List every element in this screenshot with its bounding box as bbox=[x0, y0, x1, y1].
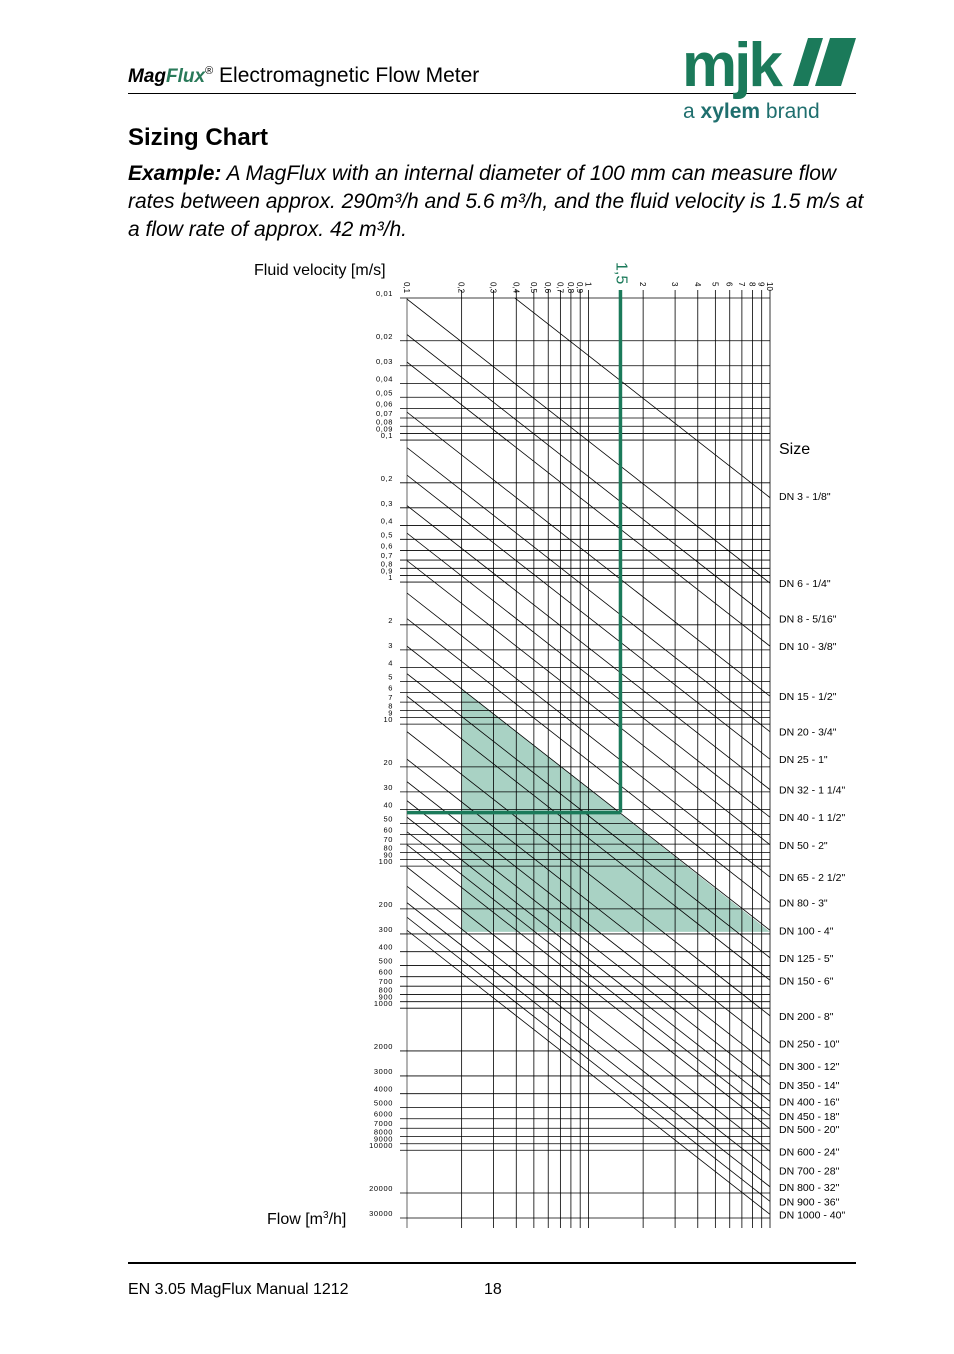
size-label: DN 900 - 36" bbox=[779, 1196, 840, 1209]
velocity-tick-label: 10 bbox=[765, 282, 774, 291]
flow-tick-label: 6 bbox=[388, 683, 393, 693]
header-title: Electromagnetic Flow Meter bbox=[219, 64, 480, 87]
flow-tick-label: 0,01 bbox=[376, 289, 393, 298]
footer-doc: EN 3.05 MagFlux Manual 1212 bbox=[128, 1281, 349, 1298]
velocity-tick-label: 2 bbox=[638, 282, 648, 287]
flow-tick-label: 600 bbox=[378, 967, 393, 977]
size-label: DN 125 - 5" bbox=[779, 952, 834, 965]
page-title: Sizing Chart bbox=[128, 124, 269, 151]
y-axis-title: Flow $[m^3/h]$ bbox=[267, 1210, 347, 1228]
brand-flux: Flux bbox=[166, 66, 206, 87]
flow-tick-label: 0,07 bbox=[376, 409, 393, 419]
size-label: DN 20 - 3/4" bbox=[779, 726, 837, 739]
flow-tick-label: 0,6 bbox=[380, 541, 393, 551]
flow-tick-label: 0,05 bbox=[376, 388, 393, 398]
size-label: DN 3 - 1/8" bbox=[779, 491, 831, 503]
size-label: DN 200 - 8" bbox=[779, 1010, 834, 1023]
example-lead: Example: bbox=[128, 162, 222, 185]
flow-tick-label: 100 bbox=[378, 857, 393, 867]
logo-tag-xylem: xylem bbox=[700, 100, 761, 123]
size-label: DN 450 - 18" bbox=[779, 1110, 840, 1123]
flow-tick-label: 6000 bbox=[373, 1109, 393, 1119]
velocity-tick-label: 9 bbox=[756, 282, 766, 287]
size-label: DN 80 - 3" bbox=[779, 897, 828, 910]
flow-tick-label: 2000 bbox=[373, 1041, 393, 1051]
size-label: DN 65 - 2 1/2" bbox=[779, 872, 846, 885]
velocity-tick-label: 7 bbox=[736, 282, 746, 287]
flow-tick-label: 0,2 bbox=[380, 473, 393, 483]
flow-tick-label: 8000 bbox=[373, 1127, 393, 1137]
flow-tick-label: 50 bbox=[383, 814, 393, 824]
flow-tick-label: 3000 bbox=[373, 1066, 393, 1076]
velocity-tick-label: 0,2 bbox=[456, 282, 466, 294]
flow-tick-label: 30 bbox=[383, 782, 393, 792]
size-label: DN 700 - 28" bbox=[779, 1165, 840, 1178]
size-label: DN 800 - 32" bbox=[779, 1181, 840, 1194]
footer-rule bbox=[128, 1262, 856, 1264]
example-text: A MagFlux with an internal diameter of 100 mm can measure flow rates between approx. 290m³/h and 5.6 m³/h, and the fluid velocity is 1.5 m/s at a flow rate of approx. 42 m³/h. bbox=[128, 162, 864, 241]
x-axis-title: Fluid velocity [m/s] bbox=[254, 262, 386, 279]
flow-tick-label: 0,02 bbox=[376, 331, 393, 341]
velocity-tick-label: 0,9 bbox=[575, 282, 585, 294]
flow-tick-label: 3 bbox=[388, 640, 393, 650]
velocity-tick-label: 6 bbox=[724, 282, 734, 287]
velocity-tick-label: 0,7 bbox=[555, 282, 565, 294]
flow-tick-label: 200 bbox=[378, 899, 393, 909]
flow-tick-label: 20 bbox=[383, 757, 393, 767]
size-label: DN 40 - 1 1/2" bbox=[779, 812, 846, 825]
flow-tick-label: 400 bbox=[378, 942, 393, 952]
size-label: DN 25 - 1" bbox=[779, 754, 828, 767]
flow-tick-label: 0,06 bbox=[376, 399, 393, 409]
size-label: DN 400 - 16" bbox=[779, 1096, 840, 1109]
flow-tick-label: 4000 bbox=[373, 1084, 393, 1094]
flow-tick-label: 0,5 bbox=[380, 530, 393, 540]
size-axis-title: Size bbox=[779, 441, 811, 458]
flow-tick-label: 30000 bbox=[369, 1209, 393, 1218]
velocity-tick-label: 0,3 bbox=[488, 282, 498, 294]
flow-tick-label: 500 bbox=[378, 956, 393, 966]
velocity-tick-label: 0,5 bbox=[528, 282, 538, 294]
flow-tick-label: 60 bbox=[383, 825, 393, 835]
size-label: DN 250 - 10" bbox=[779, 1038, 840, 1051]
size-label: DN 6 - 1/4" bbox=[779, 578, 831, 591]
example-velocity-label: 1,5 bbox=[612, 262, 630, 285]
logo-tag-a: a bbox=[683, 100, 695, 123]
size-label: DN 8 - 5/16" bbox=[779, 613, 837, 626]
size-label: DN 350 - 14" bbox=[779, 1079, 840, 1092]
flow-tick-label: 0,1 bbox=[380, 431, 393, 441]
flow-tick-label: 70 bbox=[383, 835, 393, 845]
size-label: DN 10 - 3/8" bbox=[779, 641, 837, 654]
size-label: DN 150 - 6" bbox=[779, 975, 834, 988]
flow-tick-label: 0,04 bbox=[376, 374, 393, 384]
size-label: DN 300 - 12" bbox=[779, 1060, 840, 1073]
size-label: DN 500 - 20" bbox=[779, 1123, 840, 1136]
flow-tick-label: 1 bbox=[388, 573, 393, 583]
velocity-tick-label: 5 bbox=[710, 282, 720, 287]
flow-tick-label: 9 bbox=[388, 708, 393, 718]
logo-tag-brand: brand bbox=[765, 100, 820, 123]
flow-tick-label: 80 bbox=[383, 843, 393, 853]
flow-tick-label: 0,03 bbox=[376, 356, 393, 366]
flow-tick-label: 8 bbox=[388, 701, 393, 711]
flow-tick-label: 9000 bbox=[373, 1134, 393, 1144]
flow-tick-label: 0,09 bbox=[376, 424, 393, 434]
logo-text: mjk bbox=[682, 31, 780, 100]
velocity-tick-label: 3 bbox=[670, 282, 680, 287]
size-label: DN 32 - 1 1/4" bbox=[779, 784, 846, 797]
brand-mag: Mag bbox=[128, 66, 166, 87]
flow-tick-label: 5 bbox=[388, 672, 393, 682]
flow-tick-label: 90 bbox=[383, 850, 393, 860]
registered-mark: ® bbox=[205, 65, 214, 77]
size-label: DN 100 - 4" bbox=[779, 925, 834, 938]
flow-tick-label: 0,7 bbox=[380, 551, 393, 561]
velocity-tick-label: 4 bbox=[692, 282, 702, 287]
flow-tick-label: 40 bbox=[383, 800, 393, 810]
velocity-tick-label: 8 bbox=[747, 282, 757, 287]
flow-tick-label: 0,9 bbox=[380, 566, 393, 576]
velocity-tick-label: 1 bbox=[583, 282, 593, 287]
velocity-tick-label: 0,6 bbox=[543, 282, 553, 294]
flow-tick-label: 7 bbox=[388, 693, 393, 703]
flow-tick-label: 800 bbox=[378, 985, 393, 995]
flow-tick-label: 2 bbox=[388, 615, 393, 625]
flow-tick-label: 7000 bbox=[373, 1119, 393, 1129]
flow-tick-label: 5000 bbox=[373, 1098, 393, 1108]
size-label: DN 1000 - 40" bbox=[779, 1209, 846, 1222]
size-label: DN 50 - 2" bbox=[779, 839, 828, 852]
flow-tick-label: 0,8 bbox=[380, 559, 393, 569]
velocity-tick-label: 0,8 bbox=[565, 282, 575, 294]
flow-tick-label: 10 bbox=[383, 715, 393, 725]
flow-tick-label: 900 bbox=[378, 992, 393, 1002]
flow-tick-label: 10000 bbox=[369, 1141, 393, 1151]
flow-tick-label: 0,3 bbox=[380, 498, 393, 508]
size-label: DN 15 - 1/2" bbox=[779, 691, 837, 704]
flow-tick-label: 700 bbox=[378, 977, 393, 987]
flow-tick-label: 0,08 bbox=[376, 417, 393, 427]
flow-tick-label: 20000 bbox=[369, 1183, 393, 1193]
velocity-tick-label: 0,1 bbox=[402, 282, 411, 294]
flow-tick-label: 1000 bbox=[373, 999, 393, 1009]
flow-tick-label: 4 bbox=[388, 658, 393, 668]
flow-tick-label: 0,4 bbox=[380, 516, 393, 526]
velocity-tick-label: 0,4 bbox=[511, 282, 521, 294]
flow-tick-label: 300 bbox=[378, 924, 393, 934]
page-number: 18 bbox=[484, 1281, 502, 1298]
size-label: DN 600 - 24" bbox=[779, 1146, 840, 1159]
